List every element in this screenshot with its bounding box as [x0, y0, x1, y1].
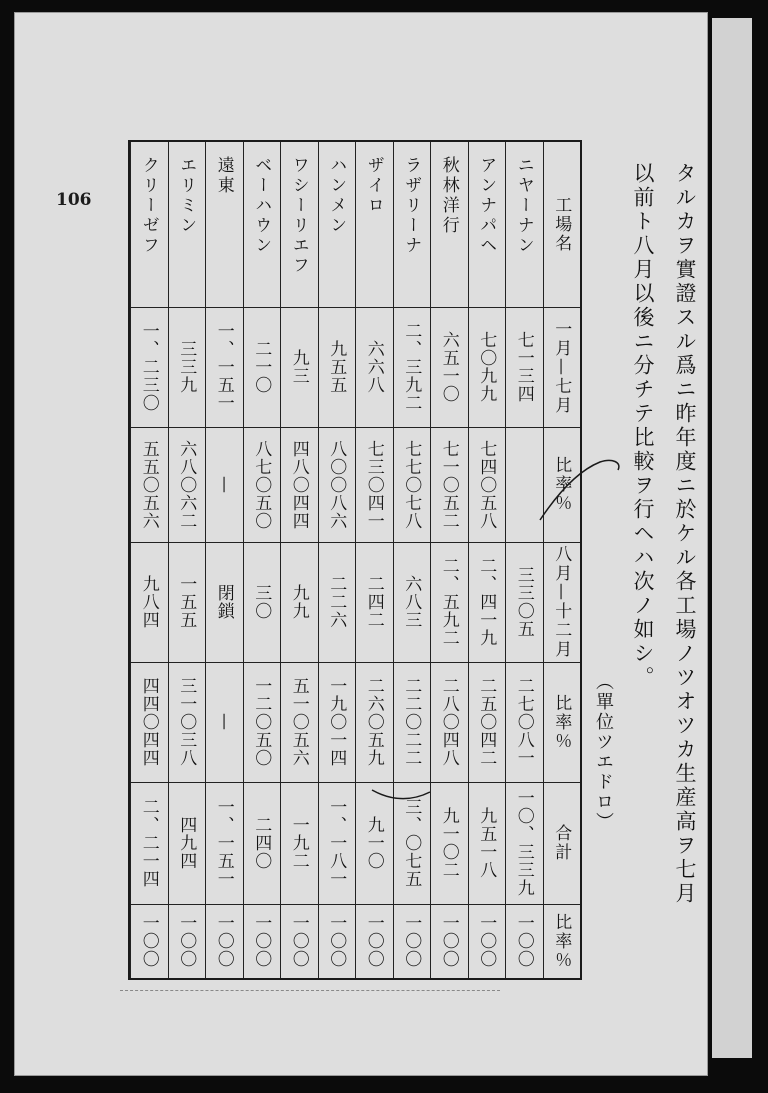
- value-cell-aug_dec: [356, 542, 393, 662]
- header-label: 八月—十二月: [551, 545, 572, 659]
- header-label: 比率％: [551, 456, 572, 513]
- cell-value: 二八〇四八: [438, 677, 459, 767]
- factory-name: ニヤーナン: [513, 156, 534, 256]
- cell-value: 一、一五一: [213, 798, 234, 888]
- table-row: [205, 142, 243, 978]
- value-cell-ratio3: [431, 904, 468, 978]
- cell-value: 一〇〇: [401, 914, 422, 968]
- factory-name-cell: [281, 142, 318, 307]
- cell-value: 一〇〇: [438, 914, 459, 968]
- factory-name-cell: [469, 142, 506, 307]
- value-cell-ratio3: [394, 904, 431, 978]
- cell-value: 五一〇五六: [288, 677, 309, 767]
- cell-value: 三、〇七五: [401, 798, 422, 888]
- cell-value: 一〇〇: [326, 914, 347, 968]
- cell-value: 二六〇五九: [363, 677, 384, 767]
- cell-value: 一、一五一: [213, 322, 234, 412]
- value-cell-ratio1: [394, 427, 431, 542]
- header-cell-factory: [544, 142, 581, 307]
- factory-name: ベーハウン: [251, 156, 272, 256]
- cell-value: 一〇〇: [138, 914, 159, 968]
- cell-value: —: [214, 713, 235, 731]
- value-cell-ratio1: [319, 427, 356, 542]
- cell-value: 三一〇三八: [176, 677, 197, 767]
- factory-name-cell: [131, 142, 168, 307]
- value-cell-ratio1: [281, 427, 318, 542]
- value-cell-ratio2: [281, 662, 318, 782]
- header-label: 比率％: [551, 912, 572, 970]
- value-cell-ratio1: [244, 427, 281, 542]
- value-cell-aug_dec: [281, 542, 318, 662]
- value-cell-jan_jul: [281, 307, 318, 427]
- value-cell-aug_dec: [131, 542, 168, 662]
- table-row: [318, 142, 356, 978]
- factory-name-cell: [244, 142, 281, 307]
- cell-value: 三〇: [251, 584, 272, 620]
- value-cell-jan_jul: [169, 307, 206, 427]
- cell-value: 九五五: [326, 340, 347, 394]
- cell-value: 一〇〇: [213, 914, 234, 968]
- value-cell-aug_dec: [469, 542, 506, 662]
- factory-name: 遠東: [213, 156, 234, 196]
- value-cell-ratio3: [169, 904, 206, 978]
- factory-name-cell: [319, 142, 356, 307]
- factory-name: クリーゼフ: [138, 156, 159, 256]
- value-cell-total: [131, 782, 168, 904]
- value-cell-jan_jul: [244, 307, 281, 427]
- factory-name: エリミン: [176, 156, 197, 236]
- cell-value: 二四二: [363, 575, 384, 629]
- value-cell-ratio3: [356, 904, 393, 978]
- cell-value: 六五一〇: [438, 331, 459, 403]
- cell-value: 一五五: [176, 575, 197, 629]
- header-cell-aug_dec: [544, 542, 581, 662]
- header-label: 合計: [551, 824, 572, 862]
- factory-name: ラザリーナ: [401, 156, 422, 256]
- intro-line-1: タルカヲ實證スル爲ニ昨年度ニ於ケル各工場ノツオツカ生産高ヲ七月: [673, 162, 697, 906]
- value-cell-ratio2: [169, 662, 206, 782]
- header-cell-ratio2: [544, 662, 581, 782]
- cell-value: 一〇〇: [251, 914, 272, 968]
- value-cell-aug_dec: [206, 542, 243, 662]
- cell-value: 七一三四: [513, 331, 534, 403]
- value-cell-total: [169, 782, 206, 904]
- cell-value: 二二〇二二: [401, 677, 422, 767]
- header-label: 工場名: [551, 196, 572, 253]
- value-cell-jan_jul: [469, 307, 506, 427]
- factory-name: アンナパヘ: [476, 156, 497, 256]
- cell-value: 七〇九九: [476, 331, 497, 403]
- cell-value: 七七〇七八: [401, 439, 422, 530]
- cell-value: 一、一八一: [326, 798, 347, 888]
- table-row: [430, 142, 468, 978]
- value-cell-ratio1: [356, 427, 393, 542]
- header-cell-ratio1: [544, 427, 581, 542]
- value-cell-aug_dec: [319, 542, 356, 662]
- value-cell-total: [394, 782, 431, 904]
- value-cell-aug_dec: [244, 542, 281, 662]
- value-cell-ratio2: [131, 662, 168, 782]
- cell-value: 一〇、三三九: [513, 789, 534, 897]
- value-cell-ratio1: [469, 427, 506, 542]
- table-row: [355, 142, 393, 978]
- cell-value: 二、四一九: [476, 557, 497, 647]
- value-cell-ratio2: [319, 662, 356, 782]
- intro-line-2: 以前ト八月以後ニ分チテ比較ヲ行ヘハ次ノ如シ。: [631, 162, 655, 690]
- cell-value: 六八〇六二: [176, 439, 197, 530]
- cell-value: 四九四: [176, 816, 197, 870]
- value-cell-total: [281, 782, 318, 904]
- header-cell-jan_jul: [544, 307, 581, 427]
- value-cell-total: [319, 782, 356, 904]
- cell-value: 一、二三〇: [138, 322, 159, 412]
- cell-value: 六六八: [363, 340, 384, 394]
- value-cell-ratio1: [431, 427, 468, 542]
- value-cell-ratio3: [131, 904, 168, 978]
- factory-name-cell: [206, 142, 243, 307]
- cell-value: 三三〇五: [513, 566, 534, 638]
- cell-value: 一二〇五〇: [251, 677, 272, 767]
- unit-note: （單位ツエドロ）: [593, 672, 614, 832]
- table-row: [243, 142, 281, 978]
- cell-value: 一〇〇: [513, 914, 534, 968]
- factory-name: 秋林洋行: [438, 156, 459, 236]
- cell-value: 二、三九二: [401, 322, 422, 412]
- cell-value: 二、五九二: [438, 557, 459, 647]
- cell-value: 二二六: [326, 575, 347, 629]
- cell-value: 一〇〇: [363, 914, 384, 968]
- value-cell-ratio2: [206, 662, 243, 782]
- cell-value: 九九: [288, 584, 309, 620]
- cell-value: 一〇〇: [176, 914, 197, 968]
- value-cell-total: [206, 782, 243, 904]
- value-cell-ratio3: [281, 904, 318, 978]
- value-cell-aug_dec: [169, 542, 206, 662]
- cell-value: 一九〇一四: [326, 677, 347, 767]
- value-cell-ratio2: [244, 662, 281, 782]
- cell-value: 四四〇四四: [138, 677, 159, 767]
- cell-value: 九一〇: [363, 816, 384, 870]
- cell-value: 八〇〇八六: [326, 439, 347, 530]
- table-row: [468, 142, 506, 978]
- cell-value: 九三: [288, 349, 309, 385]
- cell-value: 九一〇二: [438, 807, 459, 879]
- header-cell-ratio3: [544, 904, 581, 978]
- header-label: 比率％: [551, 693, 572, 751]
- cell-value: 六八三: [401, 575, 422, 629]
- cell-value: 一九二: [288, 816, 309, 870]
- value-cell-ratio3: [469, 904, 506, 978]
- factory-name-cell: [394, 142, 431, 307]
- cell-value: 八七〇五〇: [251, 439, 272, 530]
- table-row: [168, 142, 206, 978]
- factory-name: ハンメン: [326, 156, 347, 236]
- factory-name: ザイロ: [363, 156, 384, 216]
- value-cell-total: [244, 782, 281, 904]
- factory-name: ワシーリエフ: [288, 156, 309, 276]
- value-cell-total: [469, 782, 506, 904]
- factory-name-cell: [356, 142, 393, 307]
- cell-value: 七一〇五二: [438, 439, 459, 530]
- table-row: [280, 142, 318, 978]
- value-cell-jan_jul: [131, 307, 168, 427]
- cell-value: 五五〇五六: [138, 439, 159, 530]
- cell-value: 七四〇五八: [476, 439, 497, 530]
- production-table: [128, 140, 582, 980]
- cell-value: 二五〇四二: [476, 677, 497, 767]
- factory-name-cell: [431, 142, 468, 307]
- value-cell-ratio3: [506, 904, 543, 978]
- value-cell-jan_jul: [319, 307, 356, 427]
- cell-value: 二七〇八一: [513, 677, 534, 767]
- value-cell-jan_jul: [394, 307, 431, 427]
- cell-value: 二一〇: [251, 340, 272, 394]
- cell-value: 閉鎖: [213, 584, 234, 620]
- value-cell-ratio1: [169, 427, 206, 542]
- value-cell-aug_dec: [431, 542, 468, 662]
- table-row: [505, 142, 543, 978]
- value-cell-aug_dec: [394, 542, 431, 662]
- value-cell-ratio2: [356, 662, 393, 782]
- value-cell-ratio3: [319, 904, 356, 978]
- table-header-column: [543, 142, 581, 978]
- value-cell-total: [506, 782, 543, 904]
- cell-value: —: [214, 475, 235, 494]
- page-number: 106: [56, 190, 92, 210]
- value-cell-ratio1: [131, 427, 168, 542]
- cell-value: 九八四: [138, 575, 159, 629]
- value-cell-aug_dec: [506, 542, 543, 662]
- value-cell-ratio2: [506, 662, 543, 782]
- cell-value: 九五一八: [476, 807, 497, 879]
- cell-value: 三三九: [176, 340, 197, 394]
- value-cell-jan_jul: [356, 307, 393, 427]
- value-cell-total: [356, 782, 393, 904]
- cell-value: 一〇〇: [476, 914, 497, 968]
- table-row: [393, 142, 431, 978]
- value-cell-ratio1: [506, 427, 543, 542]
- value-cell-jan_jul: [506, 307, 543, 427]
- adjacent-page-edge: [712, 18, 752, 1058]
- cell-value: 二、二一四: [138, 798, 159, 888]
- value-cell-ratio1: [206, 427, 243, 542]
- header-cell-total: [544, 782, 581, 904]
- table-row: [130, 142, 168, 978]
- cell-value: 二四〇: [251, 816, 272, 870]
- value-cell-ratio3: [244, 904, 281, 978]
- value-cell-jan_jul: [431, 307, 468, 427]
- value-cell-ratio2: [469, 662, 506, 782]
- cell-value: 四八〇四四: [288, 439, 309, 530]
- value-cell-ratio3: [206, 904, 243, 978]
- header-label: 一月—七月: [551, 319, 572, 415]
- factory-name-cell: [506, 142, 543, 307]
- page-bottom-dots: [120, 990, 500, 991]
- value-cell-total: [431, 782, 468, 904]
- value-cell-ratio2: [431, 662, 468, 782]
- factory-name-cell: [169, 142, 206, 307]
- value-cell-ratio2: [394, 662, 431, 782]
- value-cell-jan_jul: [206, 307, 243, 427]
- cell-value: 一〇〇: [288, 914, 309, 968]
- cell-value: 七三〇四一: [363, 439, 384, 530]
